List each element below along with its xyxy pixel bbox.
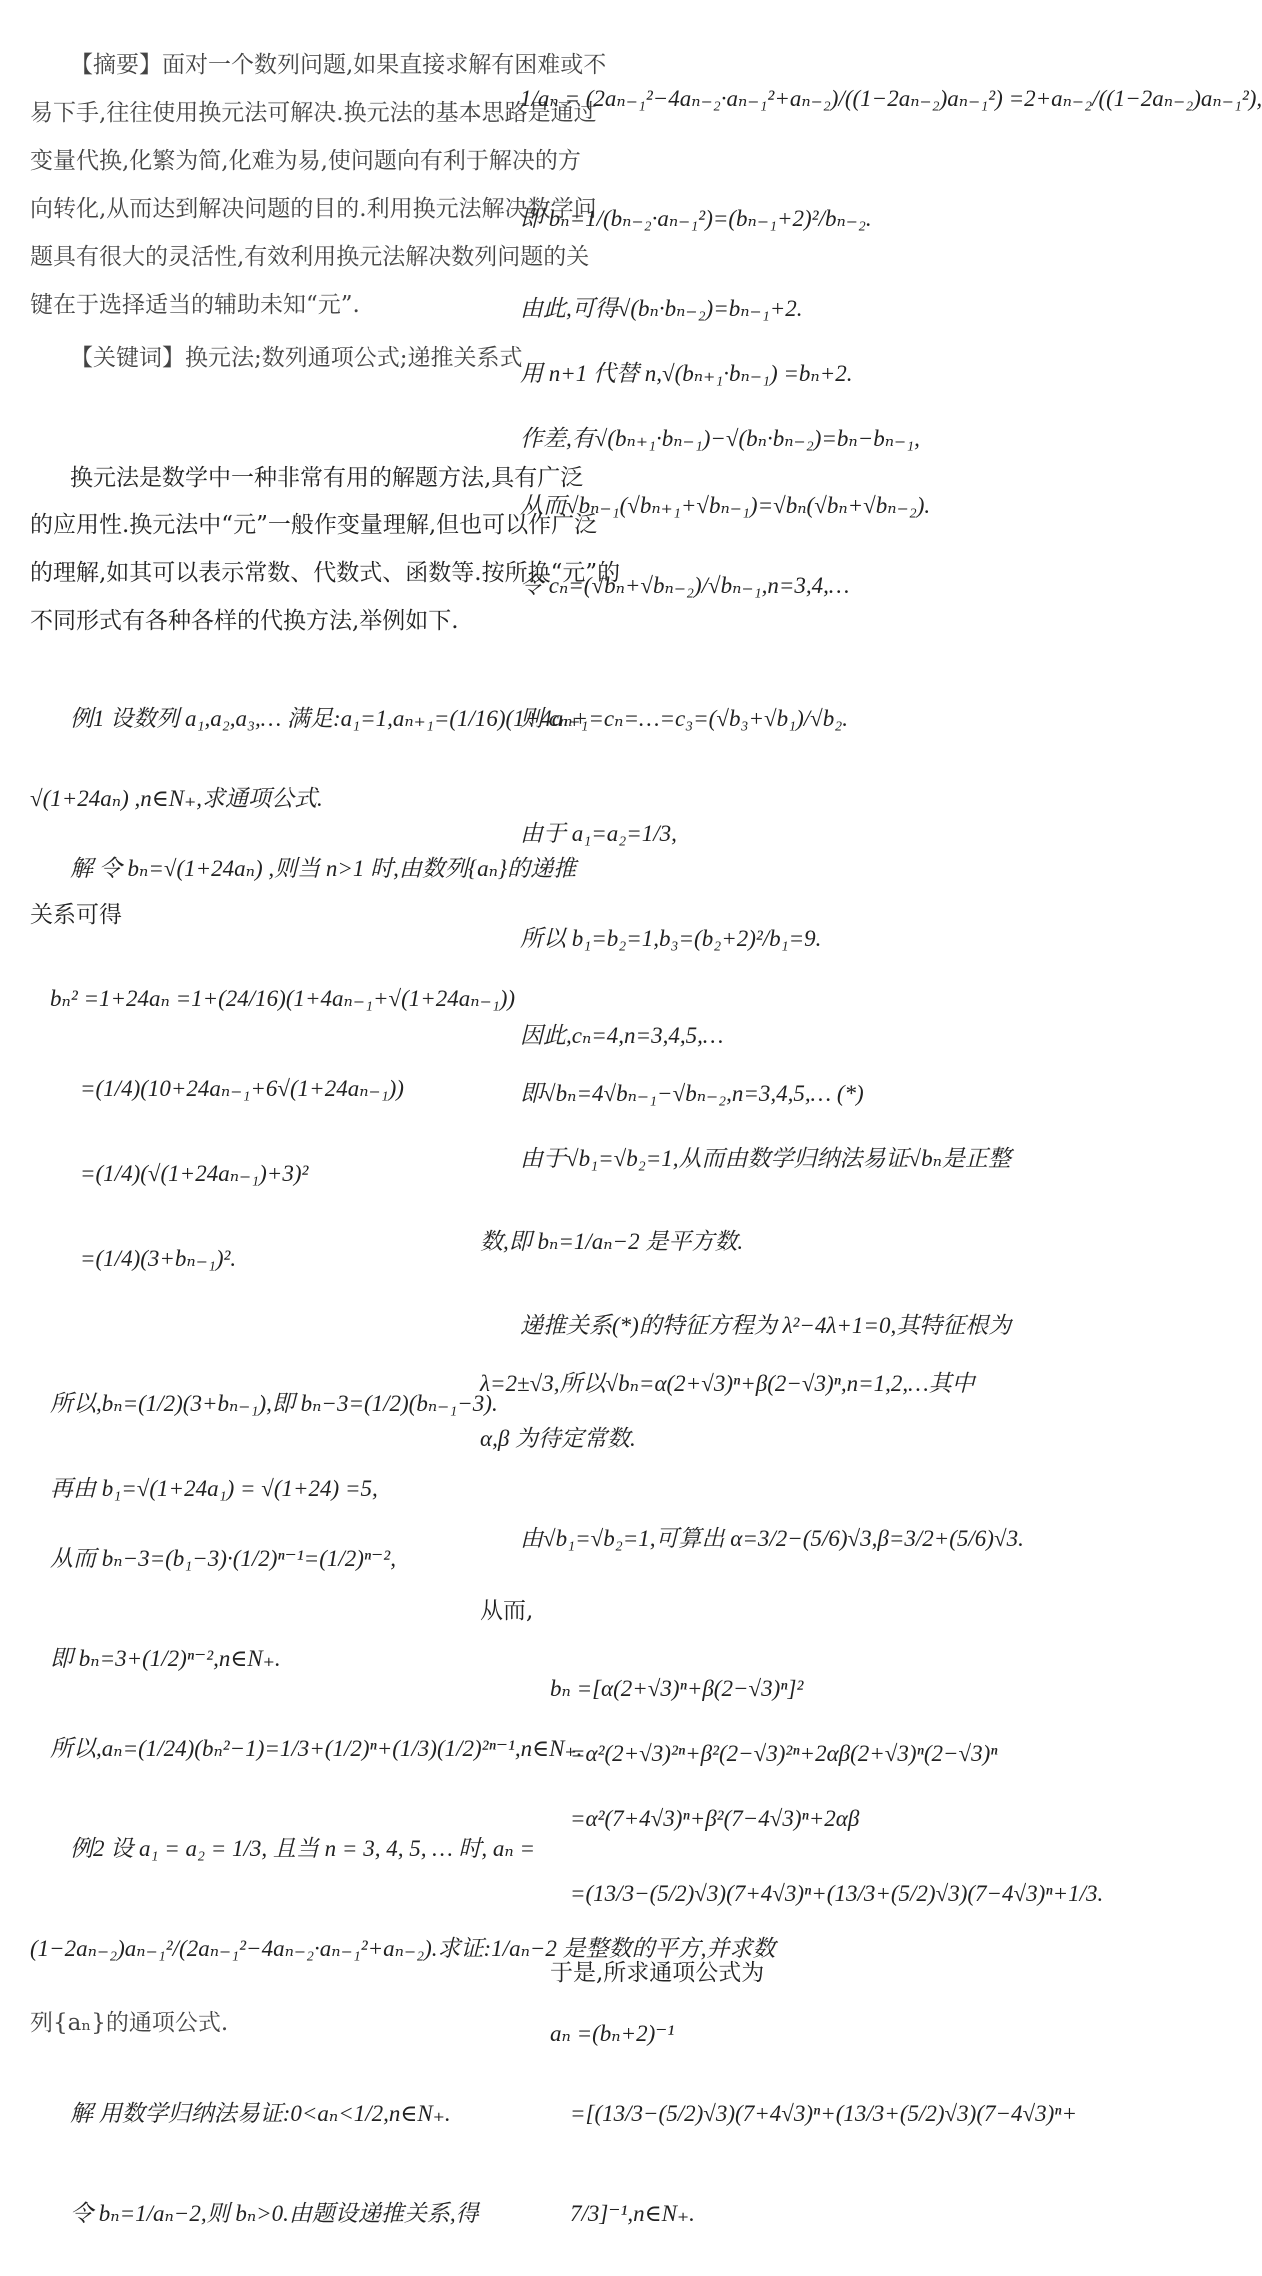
- right-text-line: 用 n+1 代替 n,√(bₙ₊₁·bₙ₋₁) =bₙ+2.: [520, 361, 853, 386]
- left-text-line: 令 bₙ=1/aₙ−2,则 bₙ>0.由题设递推关系,得: [70, 2201, 479, 2226]
- left-text-line: =(1/4)(3+bₙ₋₁)².: [80, 1246, 237, 1271]
- right-text-line: 由√b₁=√b₂=1,可算出 α=3/2−(5/6)√3,β=3/2+(5/6)√3.: [520, 1526, 1024, 1551]
- left-text-line: 关系可得: [30, 902, 122, 928]
- left-text-line: (1−2aₙ₋₂)aₙ₋₁²/(2aₙ₋₁²−4aₙ₋₂·aₙ₋₁²+aₙ₋₂).求证:1/aₙ−2 是整数的平方,并求数: [30, 1936, 776, 1961]
- left-text-line: 再由 b₁=√(1+24a₁) = √(1+24) =5,: [50, 1476, 378, 1501]
- right-text-line: =α²(7+4√3)ⁿ+β²(7−4√3)ⁿ+2αβ: [570, 1806, 860, 1831]
- right-text-line: 数,即 bₙ=1/aₙ−2 是平方数.: [480, 1229, 744, 1254]
- left-text-line: 所以,bₙ=(1/2)(3+bₙ₋₁),即 bₙ−3=(1/2)(bₙ₋₁−3).: [50, 1391, 498, 1416]
- left-text-line: 键在于选择适当的辅助未知“元”.: [30, 292, 360, 318]
- left-text-line: 的理解,如其可以表示常数、代数式、函数等.按所换“元”的: [30, 560, 621, 586]
- left-text-line: 向转化,从而达到解决问题的目的.利用换元法解决数学问: [30, 196, 597, 222]
- right-text-line: 作差,有√(bₙ₊₁·bₙ₋₁)−√(bₙ·bₙ₋₂)=bₙ−bₙ₋₁,: [520, 426, 920, 451]
- left-text-line: 的应用性.换元法中“元”一般作变量理解,但也可以作广泛: [30, 512, 598, 538]
- right-text-line: 所以 b₁=b₂=1,b₃=(b₂+2)²/b₁=9.: [520, 926, 822, 951]
- right-text-line: 令 cₙ=(√bₙ+√bₙ₋₂)/√bₙ₋₁,n=3,4,…: [520, 573, 850, 598]
- left-text-line: 易下手,往往使用换元法可解决.换元法的基本思路是通过: [30, 100, 597, 126]
- left-text-line: 解 令 bₙ=√(1+24aₙ) ,则当 n>1 时,由数列{aₙ}的递推: [70, 856, 577, 881]
- right-text-line: 即√bₙ=4√bₙ₋₁−√bₙ₋₂,n=3,4,5,… (*): [520, 1081, 864, 1106]
- left-text-line: 【关键词】换元法;数列通项公式;递推关系式: [70, 345, 523, 371]
- left-text-line: 例1 设数列 a₁,a₂,a₃,… 满足:a₁=1,aₙ₊₁=(1/16)(1+4aₙ+: [70, 706, 589, 731]
- left-text-line: 例2 设 a₁ = a₂ = 1/3, 且当 n = 3, 4, 5, … 时, aₙ =: [70, 1836, 535, 1861]
- left-text-line: =(1/4)(10+24aₙ₋₁+6√(1+24aₙ₋₁)): [80, 1076, 404, 1101]
- right-text-line: 从而√bₙ₋₁(√bₙ₊₁+√bₙ₋₁)=√bₙ(√bₙ+√bₙ₋₂).: [520, 493, 931, 518]
- right-text-line: bₙ =[α(2+√3)ⁿ+β(2−√3)ⁿ]²: [550, 1676, 804, 1701]
- right-text-line: 从而,: [480, 1598, 534, 1624]
- left-text-line: 列{aₙ}的通项公式.: [30, 2010, 229, 2036]
- right-text-line: 即 bₙ=1/(bₙ₋₂·aₙ₋₁²)=(bₙ₋₁+2)²/bₙ₋₂.: [520, 206, 872, 231]
- right-text-line: aₙ =(bₙ+2)⁻¹: [550, 2021, 675, 2046]
- left-text-line: 【摘要】面对一个数列问题,如果直接求解有困难或不: [70, 52, 607, 78]
- left-text-line: 变量代换,化繁为简,化难为易,使问题向有利于解决的方: [30, 148, 581, 174]
- right-text-line: λ=2±√3,所以√bₙ=α(2+√3)ⁿ+β(2−√3)ⁿ,n=1,2,…其中: [480, 1371, 975, 1396]
- right-text-line: =[(13/3−(5/2)√3)(7+4√3)ⁿ+(13/3+(5/2)√3)(7−4√3)ⁿ+: [570, 2101, 1078, 2126]
- right-text-line: 则 cₙ₊₁=cₙ=…=c₃=(√b₃+√b₁)/√b₂.: [520, 706, 849, 731]
- left-text-line: 从而 bₙ−3=(b₁−3)·(1/2)ⁿ⁻¹=(1/2)ⁿ⁻²,: [50, 1546, 396, 1571]
- left-text-line: 即 bₙ=3+(1/2)ⁿ⁻²,n∈N₊.: [50, 1646, 281, 1671]
- right-text-line: 由此,可得√(bₙ·bₙ₋₂)=bₙ₋₁+2.: [520, 296, 803, 321]
- right-text-line: =(13/3−(5/2)√3)(7+4√3)ⁿ+(13/3+(5/2)√3)(7−4√3)ⁿ+1/3.: [570, 1881, 1104, 1906]
- right-text-line: 于是,所求通项公式为: [550, 1960, 765, 1986]
- right-text-line: 递推关系(*)的特征方程为 λ²−4λ+1=0,其特征根为: [520, 1313, 1012, 1338]
- right-text-line: 7/3]⁻¹,n∈N₊.: [570, 2201, 695, 2226]
- left-text-line: 解 用数学归纳法易证:0<aₙ<1/2,n∈N₊.: [70, 2101, 451, 2126]
- left-text-line: 题具有很大的灵活性,有效利用换元法解决数列问题的关: [30, 244, 590, 270]
- left-text-line: 所以,aₙ=(1/24)(bₙ²−1)=1/3+(1/2)ⁿ+(1/3)(1/2)²ⁿ⁻¹,n∈N₊.: [50, 1736, 583, 1761]
- left-text-line: √(1+24aₙ) ,n∈N₊,求通项公式.: [30, 786, 323, 811]
- left-text-line: bₙ² =1+24aₙ =1+(24/16)(1+4aₙ₋₁+√(1+24aₙ₋₁)): [50, 986, 516, 1011]
- left-text-line: =(1/4)(√(1+24aₙ₋₁)+3)²: [80, 1161, 309, 1186]
- right-text-line: =α²(2+√3)²ⁿ+β²(2−√3)²ⁿ+2αβ(2+√3)ⁿ(2−√3)ⁿ: [570, 1741, 998, 1766]
- left-text-line: 换元法是数学中一种非常有用的解题方法,具有广泛: [70, 465, 584, 491]
- right-text-line: α,β 为待定常数.: [480, 1426, 636, 1451]
- right-text-line: 因此,cₙ=4,n=3,4,5,…: [520, 1023, 724, 1048]
- right-text-line: 1/aₙ = (2aₙ₋₁²−4aₙ₋₂·aₙ₋₁²+aₙ₋₂)/((1−2aₙ₋₂)aₙ₋₁²) =2+aₙ₋₂/((1−2aₙ₋₂)aₙ₋₁²),: [520, 86, 1262, 111]
- right-text-line: 由于 a₁=a₂=1/3,: [520, 821, 677, 846]
- left-text-line: 不同形式有各种各样的代换方法,举例如下.: [30, 608, 459, 634]
- right-text-line: 由于√b₁=√b₂=1,从而由数学归纳法易证√bₙ是正整: [520, 1146, 1011, 1171]
